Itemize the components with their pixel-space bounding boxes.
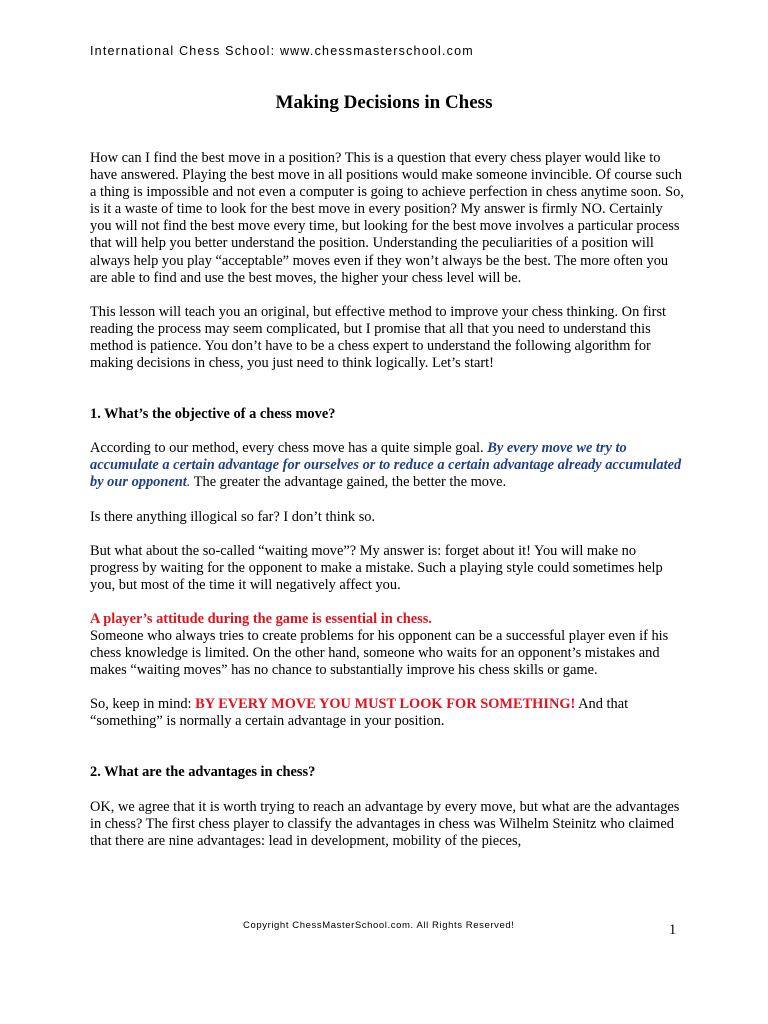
page-header: International Chess School: www.chessmasterschool.com <box>90 44 474 58</box>
spacer <box>90 389 684 406</box>
document-body <box>90 150 684 867</box>
attitude-paragraph <box>90 611 684 679</box>
attitude-emphasis: A player’s attitude during the game is essential in chess. <box>90 610 432 627</box>
section-heading-2: 2. What are the advantages in chess? <box>90 764 316 781</box>
lesson-paragraph: This lesson will teach you an original, but effective method to improve your chess thinking. On first reading the process may seem complicated, but I promise that all that you need to understand this method is patience. You don’t have to be a chess expert to understand the following algorithm for making decisions in chess, you just need to think logically. Let’s start! <box>90 303 667 372</box>
attitude-text: Someone who always tries to create problems for his opponent can be a successful player even if his chess knowledge is limited. On the other hand, someone who waits for an opponent’s mistakes and makes “waiting moves” has no chance to substantially improve his chess skills or game. <box>90 627 669 679</box>
objective-text-start: According to our method, every chess move has a quite simple goal. <box>90 440 488 457</box>
page-title: Making Decisions in Chess <box>275 92 493 113</box>
waiting-move-paragraph: But what about the so-called “waiting move”? My answer is: forget about it! You will make no progress by waiting for the opponent to make a mistake. Such a playing style could sometimes help you, but most of the time it will negatively affect you. <box>90 542 663 593</box>
logic-paragraph: Is there anything illogical so far? I don’t think so. <box>90 508 376 525</box>
keep-in-mind-emphasis: BY EVERY MOVE YOU MUST LOOK FOR SOMETHING! <box>195 696 576 713</box>
spacer <box>90 747 684 764</box>
objective-emphasis-dot: . <box>186 474 191 491</box>
objective-text-end: The greater the advantage gained, the better the move. <box>190 474 507 491</box>
section-heading-1: 1. What’s the objective of a chess move? <box>90 406 336 423</box>
objective-paragraph <box>90 440 684 491</box>
page-number: 1 <box>669 922 677 938</box>
keep-in-mind-paragraph <box>90 696 684 730</box>
keep-in-mind-end: And that “something” is normally a certain advantage in your position. <box>90 696 629 730</box>
objective-emphasis: By every move we try to accumulate a certain advantage for ourselves or to reduce a certain advantage already accumulated by our opponent <box>90 440 682 491</box>
keep-in-mind-start: So, keep in mind: <box>90 696 196 713</box>
advantages-paragraph: OK, we agree that it is worth trying to reach an advantage by every move, but what are the advantages in chess? The first chess player to classify the advantages in chess was Wilhelm Steinitz who claimed that there are nine advantages: lead in development, mobility of the pieces, <box>90 798 680 849</box>
intro-paragraph: How can I find the best move in a position? This is a question that every chess player would like to have answered. Playing the best move in all positions would make someone invincible. Of course such a thing is impossible and not even a computer is going to achieve perfection in chess anytime soon. So, is it a waste of time to look for the best move in every position? My answer is firmly NO. Certainly you will not find the best move every time, but looking for the best move involves a particular process that will help you better understand the position. Understanding the peculiarities of a position will always help you play “acceptable” moves even if they won’t always be the best. The more often you are able to find and use the best moves, the higher your chess level will be. <box>90 150 684 286</box>
page-footer: Copyright ChessMasterSchool.com. All Rights Reserved! <box>243 920 515 931</box>
